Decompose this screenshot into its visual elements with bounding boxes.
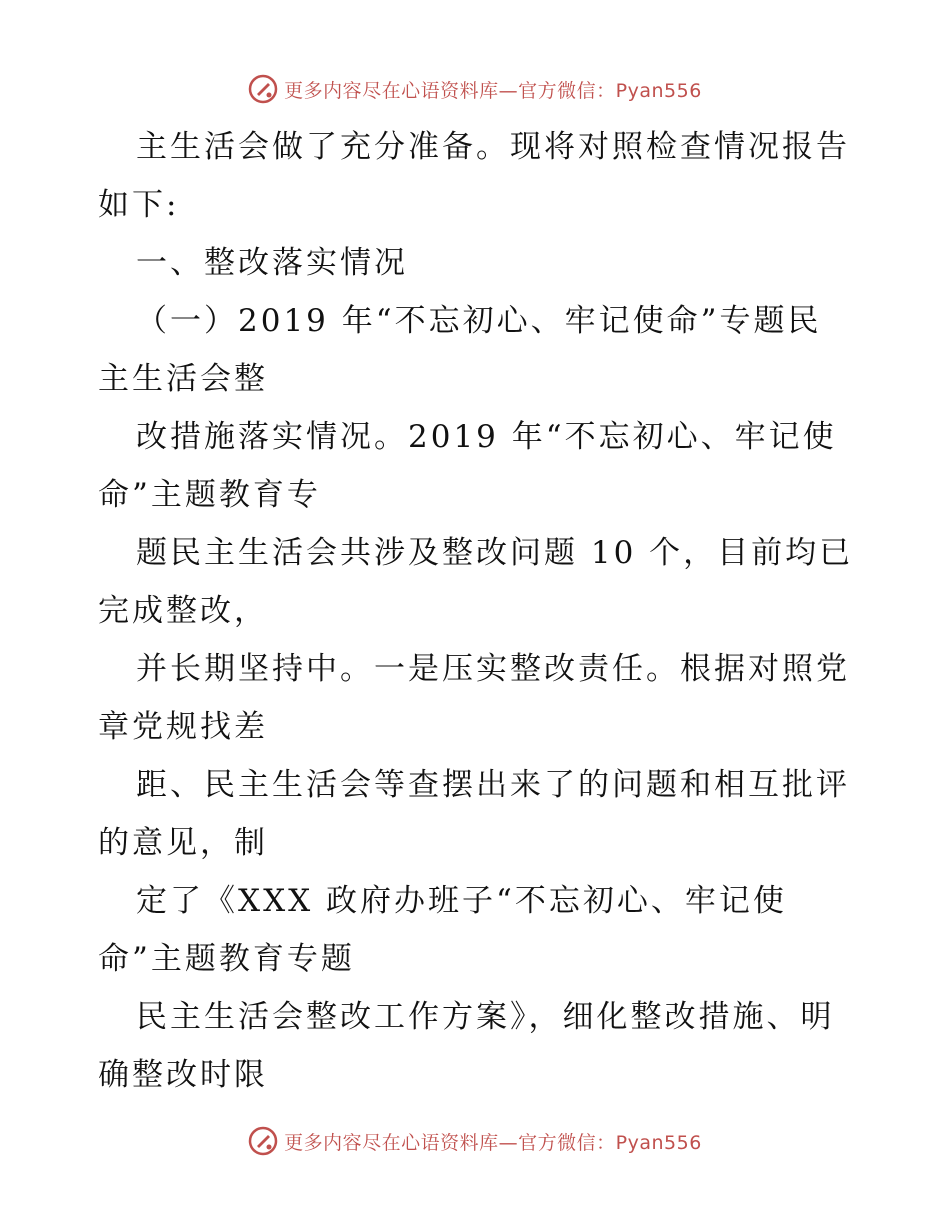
paragraph-line: 章党规找差 [98, 709, 268, 745]
paragraph-line: 确整改时限 [98, 1057, 268, 1093]
watermark-text: 更多内容尽在心语资料库—官方微信：Pyan556 [284, 1131, 702, 1154]
watermark-header [0, 72, 950, 106]
paragraph-line: 主生活会做了充分准备。现将对照检查情况报告 [136, 129, 850, 165]
paragraph-line: 定了《XXX 政府办班子“不忘初心、牢记使 [136, 883, 787, 919]
paragraph-line: （一）2019 年“不忘初心、牢记使命”专题民 [136, 303, 822, 339]
paragraph-line: 如下: [98, 187, 180, 223]
paragraph-line: 题民主生活会共涉及整改问题 10 个，目前均已 [136, 535, 854, 571]
paragraph-line: 命”主题教育专 [98, 477, 321, 513]
paragraph-line: 命”主题教育专题 [98, 941, 355, 977]
paragraph-line: 主生活会整 [98, 361, 268, 397]
paragraph-line: 距、民主生活会等查摆出来了的问题和相互批评 [136, 767, 850, 803]
logo-icon [248, 74, 278, 104]
watermark-footer [0, 1124, 950, 1158]
section-heading: 一、整改落实情况 [136, 245, 408, 281]
paragraph-line: 改措施落实情况。2019 年“不忘初心、牢记使 [136, 419, 837, 455]
logo-icon [248, 1126, 278, 1156]
paragraph-line: 民主生活会整改工作方案》，细化整改措施、明 [136, 999, 835, 1035]
paragraph-line: 并长期坚持中。一是压实整改责任。根据对照党 [136, 651, 850, 687]
watermark-text: 更多内容尽在心语资料库—官方微信：Pyan556 [284, 79, 702, 102]
document-body [98, 118, 858, 1104]
paragraph-line: 的意见，制 [98, 825, 268, 861]
paragraph-line: 完成整改， [98, 593, 268, 629]
